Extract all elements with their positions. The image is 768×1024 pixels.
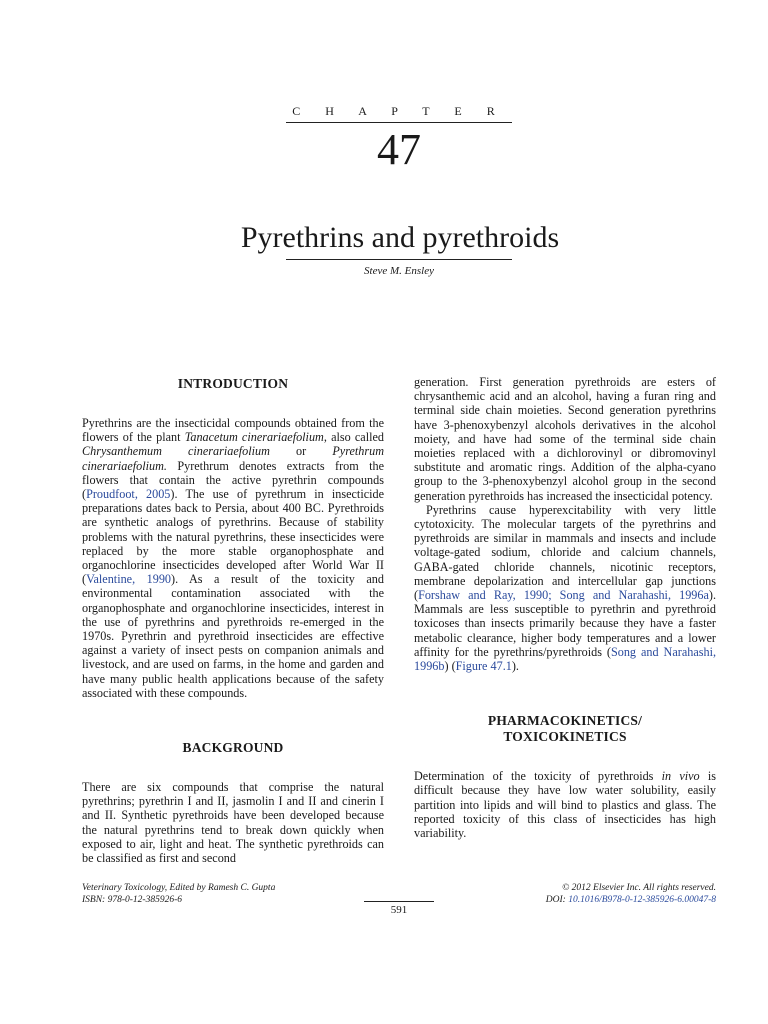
pharmacokinetics-paragraph xyxy=(414,769,716,840)
heading-line: TOXICOKINETICS xyxy=(503,729,627,745)
title-rule xyxy=(286,259,512,260)
copyright: © 2012 Elsevier Inc. All rights reserved. xyxy=(562,883,716,893)
species-name: Pyrethrum cinerariaefolium. xyxy=(82,444,385,473)
citation-link-proudfoot[interactable]: Proudfoot, 2005 xyxy=(86,487,171,502)
mechanism-paragraph xyxy=(414,503,716,673)
page-number-rule xyxy=(364,901,434,902)
generation-paragraph: generation. First generation pyrethroids are esters of chrysanthemic acid and an alcohol, having a furan ring and terminal side chain moieties. Second generation pyrethrins have 3-phenoxybenzyl alcohols derivatives in the alcohol moiety, and have had some of the terminal side chain moieties replaced with a dichlorovinyl or dibromovinyl substitute and aromatic rings. Addition of the alpha-cyano group to the 3-phenoxybenzyl alcohol group in the second generation pyrethroids has increased the insecticidal potency. xyxy=(414,375,716,503)
text-run: is difficult because they have low water solubility, easily partition into lipids and will bind to plastics and glass. The reported toxicity of this class of insecticides has high variability. xyxy=(414,769,716,841)
citation-link-forshaw-song[interactable]: Forshaw and Ray, 1990; Song and Narahashi, 1996a xyxy=(418,588,709,603)
right-column xyxy=(414,375,716,840)
text-run: Pyrethrum denotes extracts from the flowers that contain the active pyrethrin compounds ( xyxy=(82,458,384,502)
background-heading: BACKGROUND xyxy=(182,740,284,756)
chapter-title: Pyrethrins and pyrethroids xyxy=(240,221,560,254)
isbn: ISBN: 978-0-12-385926-6 xyxy=(82,895,182,905)
heading-line: PHARMACOKINETICS/ xyxy=(487,713,643,729)
text-run: , also called xyxy=(323,430,384,445)
text-run: ). The use of pyrethrum in insecticide preparations dates back to Persia, about 400 BC. Pyrethroids are synthetic analogs of pyrethrins. Because of stability problems with the natural pyrethrins, these insecticides were replaced by the more stable organophosphate and organochlorine insecticides developed after World War II ( xyxy=(82,487,385,587)
background-paragraph: There are six compounds that comprise the natural pyrethrins; pyrethrin I and II, jasmolin I and II and cinerin I and II. Synthetic pyrethroids have been developed because the natural pyrethrins tend to break down quickly when exposed to air, light and heat. The synthetic pyrethroids can be classified as first and second xyxy=(82,780,384,866)
text-run: ). As a result of the toxicity and environmental contamination associated with the organophosphate and organochlorine insecticides, interest in the use of pyrethrins and pyrethroids re-emerged in the 1970s. Pyrethrin and pyrethroid insecticides are effective against a variety of insect pests on companion animals and livestock, and are used on farms, in the home and garden and have many public health applications because of the safety associated with these compounds. xyxy=(82,572,384,700)
text-run: Determination of the toxicity of pyrethroids xyxy=(414,769,662,784)
italic-term: in vivo xyxy=(661,769,700,784)
introduction-heading: INTRODUCTION xyxy=(177,376,289,391)
doi-label: DOI: xyxy=(545,895,569,905)
text-run: or xyxy=(269,444,333,459)
text-run: ) ( xyxy=(444,659,456,674)
text-run: Pyrethrins cause hyperexcitability with very little cytotoxicity. The molecular targets of the pyrethrins and pyrethroids are similar in mammals and insects and include voltage-gated sodium, chloride and calcium channels, GABA-gated chloride channels, nicotinic receptors, membrane depolarization and intercellular gap junctions ( xyxy=(414,502,716,603)
page-number: 591 xyxy=(390,904,408,916)
author-name: Steve M. Ensley xyxy=(364,265,434,277)
doi-link[interactable]: 10.1016/B978-0-12-385926-6.00047-8 xyxy=(568,895,716,905)
footer-book-info xyxy=(82,882,275,906)
chapter-label: C H A P T E R xyxy=(292,104,506,118)
text-run: ). xyxy=(511,659,519,674)
text-run: ). Mammals are less susceptible to pyrethrin and pyrethroid toxicoses than insects primarily because they have a faster metabolic clearance, higher body temperatures and a lower affinity for the pyrethrins/pyrethroids ( xyxy=(414,588,716,659)
citation-link-song-narahashi[interactable]: Song and Narahashi, 1996b xyxy=(414,644,716,674)
introduction-paragraph xyxy=(82,416,384,700)
figure-link[interactable]: Figure 47.1 xyxy=(455,659,512,674)
left-column xyxy=(82,375,384,865)
citation-link-valentine[interactable]: Valentine, 1990 xyxy=(86,572,172,587)
footer-copyright xyxy=(546,882,716,906)
chapter-number: 47 xyxy=(377,125,421,174)
book-title: Veterinary Toxicology, Edited by Ramesh C. Gupta xyxy=(82,883,276,893)
text-run: Pyrethrins are the insecticidal compounds obtained from the flowers of the plant xyxy=(82,416,384,445)
pharmacokinetics-heading xyxy=(414,713,716,745)
species-name: Chrysanthemum cinerariaefolium xyxy=(82,444,270,459)
doi xyxy=(546,894,716,906)
species-name: Tanacetum cinerariaefolium xyxy=(184,430,324,445)
